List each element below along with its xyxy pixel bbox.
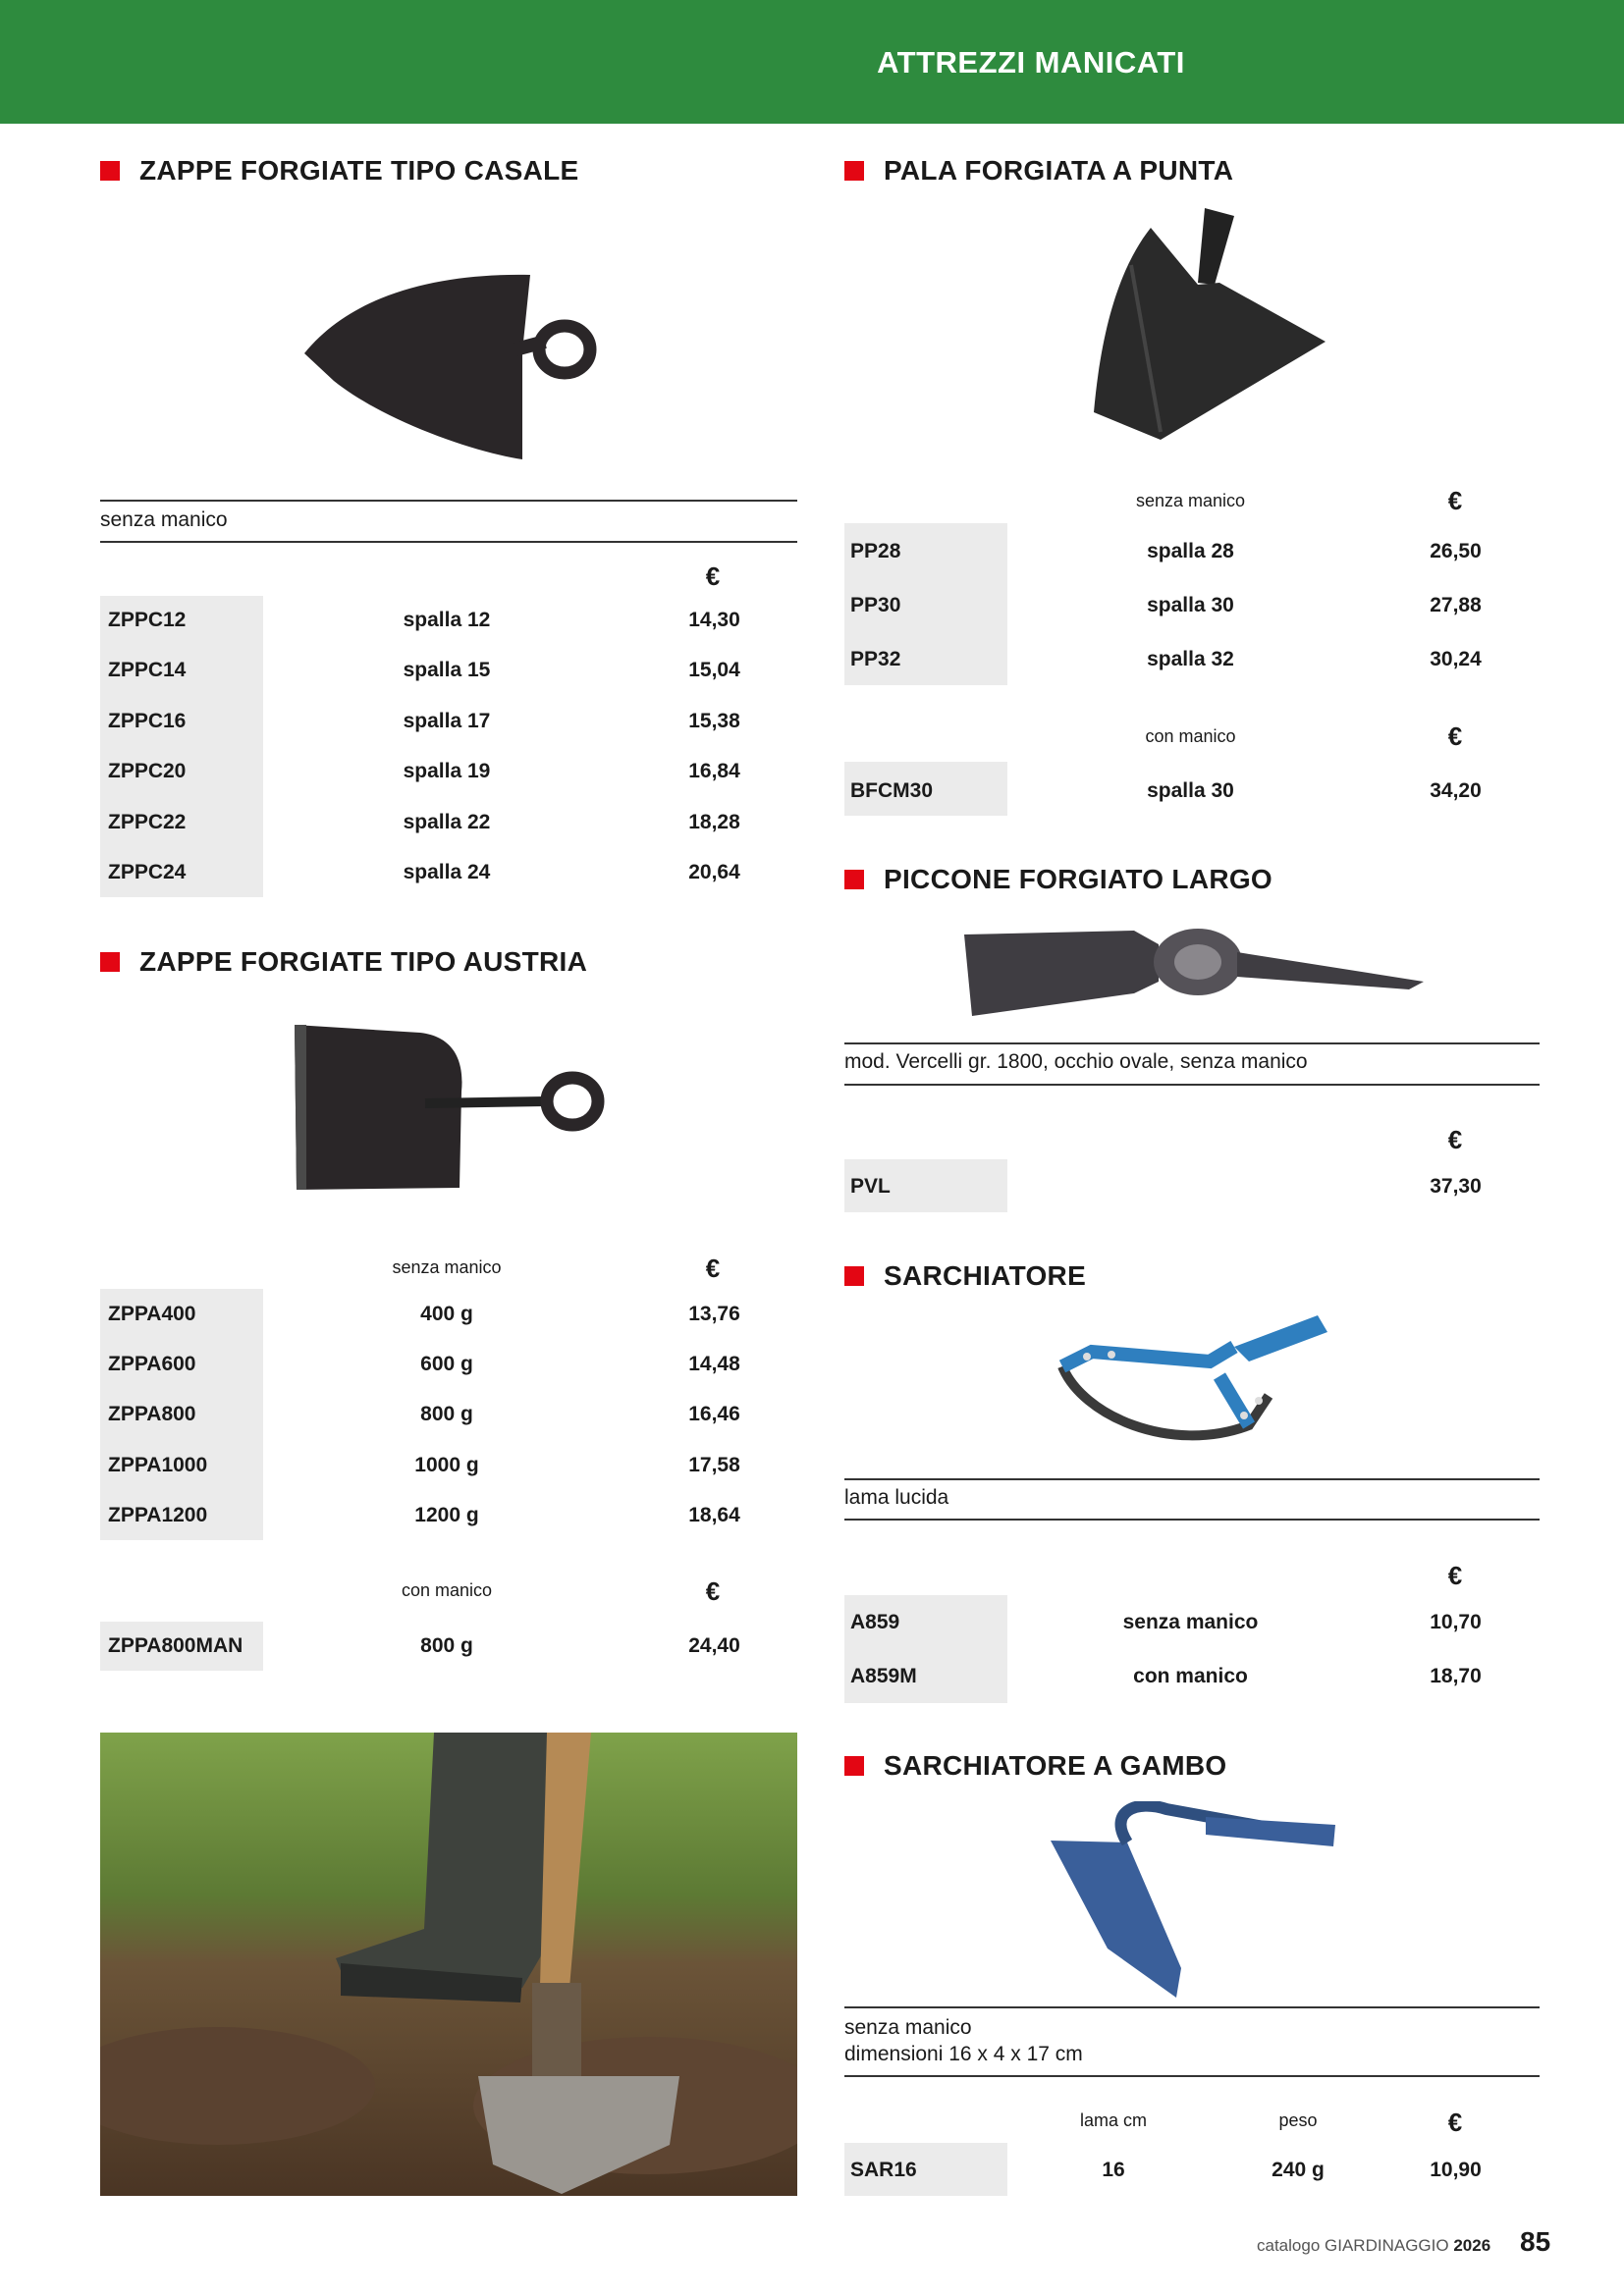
casale-code-column-bg xyxy=(100,596,263,897)
product-price: 10,90 xyxy=(1430,2159,1482,2181)
piccone-rule-top xyxy=(844,1042,1540,1044)
product-code: ZPPC24 xyxy=(108,861,187,883)
austria-hoe-image xyxy=(293,1023,607,1192)
product-code: ZPPC14 xyxy=(108,659,187,682)
product-price: 16,46 xyxy=(688,1403,740,1426)
casale-hoe-image xyxy=(295,263,609,469)
product-code: ZPPA800MAN xyxy=(108,1634,244,1657)
pala-euro-header-2: € xyxy=(1447,721,1463,751)
product-price: 17,58 xyxy=(688,1453,740,1476)
sarchiatore-title-text: SARCHIATORE xyxy=(884,1260,1087,1291)
product-desc: spalla 22 xyxy=(403,810,491,833)
product-code: ZPPA600 xyxy=(108,1353,196,1376)
product-code: A859M xyxy=(850,1665,917,1687)
pala-shovel-image xyxy=(1092,206,1332,442)
pala-euro-header: € xyxy=(1447,486,1463,515)
sarchiatore-euro-header: € xyxy=(1447,1561,1463,1590)
gambo-note-line2: dimensioni 16 x 4 x 17 cm xyxy=(844,2043,1083,2065)
piccone-note: mod. Vercelli gr. 1800, occhio ovale, senza manico xyxy=(844,1050,1308,1073)
gambo-note-line1: senza manico xyxy=(844,2016,972,2039)
gambo-section-title xyxy=(844,1750,1226,1782)
product-lama: 16 xyxy=(1102,2159,1125,2181)
austria-group2-label: con manico xyxy=(401,1580,493,1600)
gambo-title-text: SARCHIATORE A GAMBO xyxy=(884,1750,1227,1781)
product-price: 18,28 xyxy=(688,810,740,833)
footer-brand: GIARDINAGGIO xyxy=(1325,2236,1449,2255)
header-banner xyxy=(0,0,1624,124)
product-code: A859 xyxy=(850,1611,900,1633)
gambo-euro-header: € xyxy=(1447,2108,1463,2137)
product-price: 14,48 xyxy=(688,1353,740,1376)
red-bullet-icon xyxy=(844,161,864,181)
product-price: 37,30 xyxy=(1430,1175,1482,1198)
product-code: ZPPA400 xyxy=(108,1303,196,1325)
product-price: 18,70 xyxy=(1430,1665,1482,1687)
product-desc: 1200 g xyxy=(414,1503,479,1526)
piccone-rule-bottom xyxy=(844,1084,1540,1086)
product-code: BFCM30 xyxy=(850,779,934,802)
casale-note: senza manico xyxy=(100,508,228,531)
product-code: ZPPA1000 xyxy=(108,1453,208,1476)
piccone-pickaxe-image xyxy=(962,923,1429,1021)
casale-rule-top xyxy=(100,500,797,502)
austria-euro-header: € xyxy=(705,1254,721,1283)
sarchiatore-tool-image xyxy=(1053,1308,1332,1465)
austria-group1-label: senza manico xyxy=(392,1257,502,1277)
casale-euro-header: € xyxy=(705,561,721,591)
red-bullet-icon xyxy=(844,1756,864,1776)
product-code: ZPPC12 xyxy=(108,609,187,631)
product-code: ZPPC20 xyxy=(108,760,187,783)
gambo-col-lama: lama cm xyxy=(1079,2110,1147,2130)
product-code: PP30 xyxy=(850,594,901,616)
product-price: 26,50 xyxy=(1430,540,1482,562)
product-price: 15,04 xyxy=(688,659,740,682)
pala-group2-label: con manico xyxy=(1145,726,1236,746)
piccone-title-text: PICCONE FORGIATO LARGO xyxy=(884,864,1273,894)
sarchiatore-rule-bottom xyxy=(844,1519,1540,1521)
product-code: ZPPC16 xyxy=(108,709,187,732)
product-desc: 800 g xyxy=(420,1403,473,1426)
piccone-euro-header: € xyxy=(1447,1125,1463,1154)
product-desc: spalla 24 xyxy=(403,861,491,883)
product-desc: spalla 15 xyxy=(403,659,491,682)
product-price: 13,76 xyxy=(688,1303,740,1325)
casale-title-text: ZAPPE FORGIATE TIPO CASALE xyxy=(139,155,579,186)
product-code: ZPPC22 xyxy=(108,810,187,833)
austria-title-text: ZAPPE FORGIATE TIPO AUSTRIA xyxy=(139,946,588,977)
product-desc: 600 g xyxy=(420,1353,473,1376)
product-code: PVL xyxy=(850,1175,891,1198)
product-code: PP32 xyxy=(850,648,901,670)
pala-section-title xyxy=(844,155,1233,187)
product-code: ZPPA800 xyxy=(108,1403,196,1426)
product-price: 30,24 xyxy=(1430,648,1482,670)
casale-rule-bottom xyxy=(100,541,797,543)
red-bullet-icon xyxy=(100,161,120,181)
gambo-rule-top xyxy=(844,2006,1540,2008)
product-price: 10,70 xyxy=(1430,1611,1482,1633)
footer-catalog-word: catalogo xyxy=(1257,2236,1321,2255)
pala-group1-label: senza manico xyxy=(1135,491,1246,510)
section-header-title: ATTREZZI MANICATI xyxy=(877,45,1185,80)
product-desc: spalla 17 xyxy=(403,709,491,732)
footer-catalog xyxy=(1257,2236,1490,2256)
product-desc: spalla 12 xyxy=(403,609,491,631)
product-price: 14,30 xyxy=(688,609,740,631)
footer-year: 2026 xyxy=(1453,2236,1491,2255)
sarchiatore-gambo-image xyxy=(1049,1801,1338,2002)
austria-euro-header-2: € xyxy=(705,1576,721,1606)
product-price: 18,64 xyxy=(688,1503,740,1526)
product-desc: spalla 30 xyxy=(1147,779,1234,802)
product-desc: spalla 32 xyxy=(1147,648,1234,670)
product-desc: spalla 19 xyxy=(403,760,491,783)
sarchiatore-rule-top xyxy=(844,1478,1540,1480)
page-number: 85 xyxy=(1520,2226,1551,2257)
sarchiatore-section-title xyxy=(844,1260,1086,1292)
product-price: 24,40 xyxy=(688,1634,740,1657)
product-desc: con manico xyxy=(1133,1665,1248,1687)
product-peso: 240 g xyxy=(1272,2159,1325,2181)
gambo-col-peso: peso xyxy=(1278,2110,1318,2130)
pala-title-text: PALA FORGIATA A PUNTA xyxy=(884,155,1234,186)
product-desc: spalla 30 xyxy=(1147,594,1234,616)
product-desc: 1000 g xyxy=(414,1453,479,1476)
product-price: 20,64 xyxy=(688,861,740,883)
product-price: 34,20 xyxy=(1430,779,1482,802)
product-desc: spalla 28 xyxy=(1147,540,1234,562)
product-code: SAR16 xyxy=(850,2159,917,2181)
spade-in-soil-photo xyxy=(100,1733,797,2196)
product-desc: 800 g xyxy=(420,1634,473,1657)
product-price: 27,88 xyxy=(1430,594,1482,616)
sarchiatore-note: lama lucida xyxy=(844,1486,949,1509)
austria-section-title xyxy=(100,946,587,978)
casale-section-title xyxy=(100,155,579,187)
product-price: 16,84 xyxy=(688,760,740,783)
product-code: ZPPA1200 xyxy=(108,1503,208,1526)
product-price: 15,38 xyxy=(688,709,740,732)
piccone-section-title xyxy=(844,864,1272,895)
product-desc: senza manico xyxy=(1122,1611,1259,1633)
product-desc: 400 g xyxy=(420,1303,473,1325)
red-bullet-icon xyxy=(100,952,120,972)
red-bullet-icon xyxy=(844,870,864,889)
red-bullet-icon xyxy=(844,1266,864,1286)
product-code: PP28 xyxy=(850,540,901,562)
gambo-rule-bottom xyxy=(844,2075,1540,2077)
